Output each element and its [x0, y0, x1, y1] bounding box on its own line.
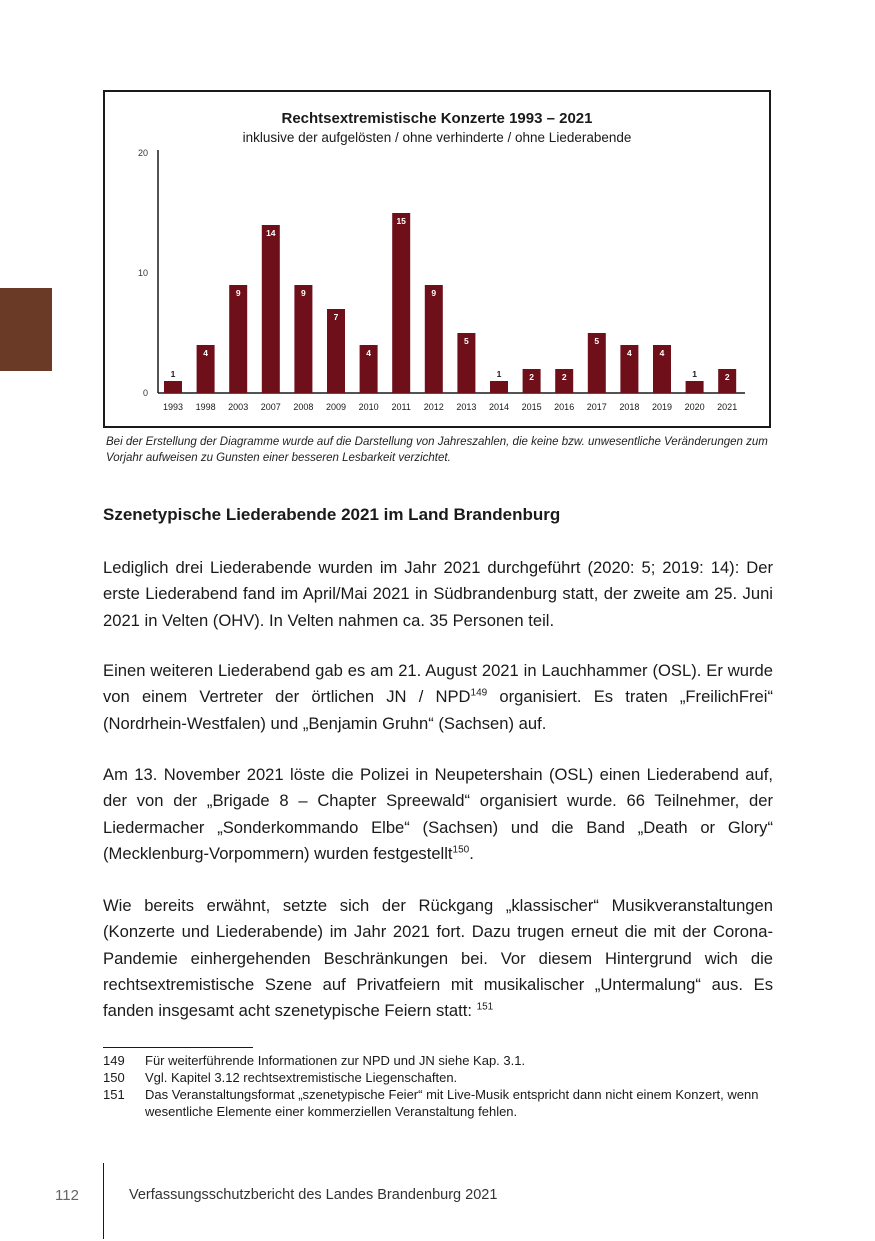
bar-value-label: 9: [431, 288, 437, 298]
x-tick-label: 2012: [423, 402, 444, 412]
bar-value-label: 1: [170, 369, 176, 379]
footnote: [103, 1086, 773, 1120]
page-number: 112: [55, 1187, 79, 1204]
chapter-tab-marker: [0, 288, 52, 371]
bar-value-label: 2: [529, 372, 534, 382]
bar: [425, 285, 443, 393]
footnote-ref: 151: [476, 1001, 494, 1013]
footer-title: Verfassungsschutzbericht des Landes Brandenburg 2021: [129, 1187, 498, 1203]
footnote-divider: [103, 1047, 253, 1048]
section-heading: Szenetypische Liederabende 2021 im Land Brandenburg: [103, 505, 561, 524]
bar-value-label: 5: [594, 336, 600, 346]
chart-caption: Bei der Erstellung der Diagramme wurde auf die Darstellung von Jahreszahlen, die keine bzw. unwesentliche Veränderungen zum Vorjahr aufweisen zu Gunsten einer besseren Lesbarkeit verzichtet.: [106, 436, 768, 464]
footnote: [103, 1069, 773, 1086]
chart-title: Rechtsextremistische Konzerte 1993 – 2021: [281, 110, 593, 127]
bar: [164, 381, 182, 393]
x-tick-label: 2010: [358, 402, 379, 412]
chart-frame: [103, 90, 771, 428]
bar-value-label: 4: [659, 348, 665, 358]
bar-value-label: 2: [724, 372, 730, 382]
paragraph: Lediglich drei Liederabende wurden im Jahr 2021 durchgeführt (2020: 5; 2019: 14): Der erste Liederabend fand im April/Mai 2021 in Südbrandenburg statt, der zweite am 25. Juni 2021 in Velten (OHV). In Velten nahmen ca. 35 Personen teil.: [103, 558, 773, 630]
footnote-ref: 150: [452, 844, 470, 856]
y-tick-label: 20: [137, 148, 148, 158]
y-tick-label: 10: [137, 268, 148, 278]
bar-value-label: 4: [627, 348, 632, 358]
bar-value-label: 4: [366, 348, 371, 358]
x-tick-label: 2015: [521, 402, 542, 412]
footnote-number: 151: [103, 1087, 125, 1102]
x-tick-label: 2016: [554, 402, 575, 412]
bar: [686, 381, 704, 393]
x-tick-label: 2021: [717, 402, 738, 412]
x-tick-label: 2013: [456, 402, 477, 412]
bar-value-label: 7: [333, 312, 339, 322]
x-tick-label: 2007: [260, 402, 281, 412]
footnote-text: Das Veranstaltungsformat „szenetypische Feier“ mit Live-Musik entspricht dann nicht einem Konzert, wenn wesentliche Elemente einer kommerziellen Veranstaltung fehlen.: [145, 1087, 759, 1119]
footnote-text: Vgl. Kapitel 3.12 rechtsextremistische Liegenschaften.: [145, 1070, 458, 1085]
footnote-number: 149: [103, 1053, 125, 1068]
bar-value-label: 14: [266, 228, 276, 238]
footer-divider: [103, 1163, 104, 1239]
footnote-text: Für weiterführende Informationen zur NPD und JN siehe Kap. 3.1.: [145, 1053, 526, 1068]
bar-value-label: 2: [561, 372, 567, 382]
bar: [262, 225, 280, 393]
footnote: [103, 1052, 773, 1069]
x-tick-label: 2014: [488, 402, 510, 412]
x-tick-label: 1993: [162, 402, 184, 412]
bar-value-label: 1: [692, 369, 697, 379]
bar-value-label: 9: [301, 288, 306, 298]
y-tick-label: 0: [142, 388, 148, 398]
x-tick-label: 2009: [325, 402, 347, 412]
bar-value-label: 4: [203, 348, 208, 358]
x-tick-label: 2018: [619, 402, 640, 412]
x-tick-label: 2011: [391, 402, 411, 412]
bar: [392, 213, 410, 393]
x-tick-label: 2019: [651, 402, 673, 412]
footnote-number: 150: [103, 1070, 125, 1085]
bar: [229, 285, 247, 393]
bar-value-label: 1: [496, 369, 502, 379]
x-tick-label: 2020: [684, 402, 705, 412]
x-tick-label: 2003: [228, 402, 249, 412]
bar: [294, 285, 312, 393]
footnotes: [103, 1052, 773, 1120]
footnote-ref: 149: [470, 687, 488, 699]
bar-chart: [105, 92, 769, 426]
x-tick-label: 2008: [293, 402, 314, 412]
bar-value-label: 5: [464, 336, 469, 346]
paragraph: Am 13. November 2021 löste die Polizei in Neupetershain (OSL) einen Liederabend auf, der von der „Brigade 8 – Chapter Spreewald“ organisiert wurde. 66 Teilnehmer, der Liedermacher „Sonderkommando Elbe“ (Sachsen) und die Band „Death or Glory“ (Mecklenburg-Vorpommern) wurden festgestellt$^{150}$.: [103, 765, 773, 863]
bar-value-label: 9: [235, 288, 241, 298]
x-tick-label: 1998: [195, 402, 216, 412]
bar: [490, 381, 508, 393]
x-tick-label: 2017: [586, 402, 607, 412]
chart-subtitle: inklusive der aufgelösten / ohne verhinderte / ohne Liederabende: [242, 130, 632, 145]
paragraph: Wie bereits erwähnt, setzte sich der Rückgang „klassischer“ Musikveranstaltungen (Konzerte und Liederabende) im Jahr 2021 fort. Dazu trugen erneut die mit der Corona-Pandemie einhergehenden Beschränkungen bei. Vor diesem Hintergrund wich die rechtsextremistische Szene auf Privatfeiern mit musikalischer „Untermalung“ aus. Es fanden insgesamt acht szenetypische Feiern statt: $^{151}$: [103, 896, 773, 1021]
paragraph: Einen weiteren Liederabend gab es am 21. August 2021 in Lauchhammer (OSL). Er wurde von einem Vertreter der örtlichen JN / NPD$^{149}$ organisiert. Es traten „FreilichFrei“ (Nordrhein-Westfalen) und „Benjamin Gruhn“ (Sachsen) auf.: [103, 661, 773, 733]
bar-value-label: 15: [396, 216, 406, 226]
